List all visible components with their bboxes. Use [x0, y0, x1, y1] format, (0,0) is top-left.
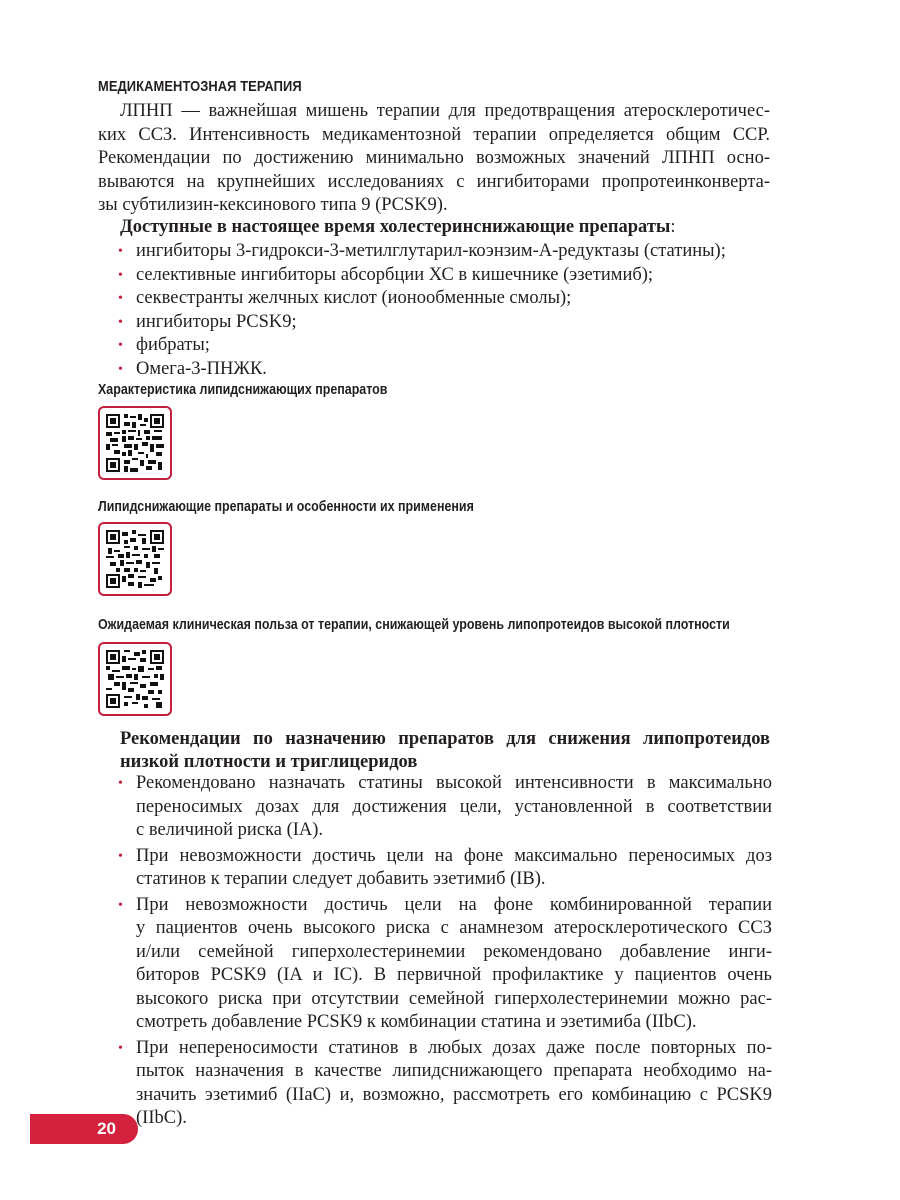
- bullet-icon: •: [118, 314, 123, 330]
- bullet-icon: •: [118, 1040, 123, 1056]
- bullet-icon: •: [118, 267, 123, 283]
- bullet-icon: •: [118, 848, 123, 864]
- list-item-line: у пациентов очень высокого риска с анамнезом атеросклеротического ССЗ: [136, 918, 772, 938]
- list-item-line: При невозможности достичь цели на фоне максимально переносимых доз: [136, 845, 772, 866]
- list-item-line: При непереносимости статинов в любых дозах даже после повторных по-: [136, 1037, 772, 1058]
- qr-link-title: Ожидаемая клиническая польза от терапии, снижающей уровень липопротеидов высокой плотности: [98, 616, 730, 633]
- list-item-text: ингибиторы PCSK9;: [136, 311, 297, 332]
- list-item-text: фибраты;: [136, 335, 210, 355]
- list-item-line: При невозможности достичь цели на фоне комбинированной терапии: [136, 894, 772, 915]
- list-item: [112, 334, 726, 358]
- list-item: [112, 894, 772, 1035]
- qr-code-icon: [106, 650, 164, 708]
- list-item: [112, 240, 726, 264]
- list-item-line: биторов PCSK9 (IA и IC). В первичной профилактике у пациентов очень: [136, 965, 772, 985]
- list-item-line: и/или семейной гиперхолестеринемии рекомендовано добавление инги-: [136, 941, 772, 962]
- list-item-line: Рекомендовано назначать статины высокой интенсивности в максимально: [136, 773, 772, 793]
- bullet-icon: •: [118, 291, 123, 306]
- list-item-line: высокого риска при отсутствии семейной гиперхолестеринемии можно рас-: [136, 988, 772, 1009]
- intro-line: Рекомендации по достижению минимально возможных значений ЛПНП осно-: [98, 148, 770, 168]
- list-item-line: (IIbC).: [136, 1108, 187, 1128]
- page-number-tab: [30, 1114, 138, 1144]
- list-item: [112, 311, 726, 335]
- intro-paragraph: [98, 100, 770, 218]
- list-item-line: статинов к терапии следует добавить эзетимиб (IB).: [136, 869, 546, 889]
- bullet-icon: •: [118, 897, 123, 913]
- list-item: [112, 287, 726, 311]
- list-item-line: пыток назначения в качестве липидснижающего препарата необходимо на-: [136, 1061, 772, 1081]
- qr-link-title: Липидснижающие препараты и особенности их применения: [98, 498, 474, 515]
- qr-code-icon: [106, 530, 164, 588]
- bullet-icon: •: [118, 244, 123, 259]
- list-item-text: секвестранты желчных кислот (ионообменные смолы);: [136, 288, 572, 308]
- qr-code-icon: [106, 414, 164, 472]
- intro-line: вываются на крупнейших исследованиях с ингибиторами пропротеинконверта-: [98, 171, 770, 192]
- qr-code-link[interactable]: [98, 642, 172, 716]
- bullet-icon: •: [118, 361, 123, 377]
- list-item-line: с величиной риска (IA).: [136, 820, 324, 840]
- list-item: [112, 845, 772, 892]
- qr-code-link[interactable]: [98, 522, 172, 596]
- list-item-text: селективные ингибиторы абсорбции ХС в кишечнике (эзетимиб);: [136, 264, 654, 285]
- bullet-icon: •: [118, 776, 123, 791]
- recommendations-list: [112, 772, 772, 1133]
- bullet-icon: •: [118, 338, 123, 353]
- available-drugs-colon: :: [670, 217, 676, 237]
- list-item-text: Омега-3-ПНЖК.: [136, 358, 267, 379]
- intro-line: ких ССЗ. Интенсивность медикаментозной терапии определяется общим ССР.: [98, 124, 770, 145]
- list-item-text: ингибиторы 3-гидрокси-3-метилглутарил-коэнзим-А-редуктазы (статины);: [136, 241, 726, 261]
- list-item: [112, 1037, 772, 1131]
- section-heading: МЕДИКАМЕНТОЗНАЯ ТЕРАПИЯ: [98, 78, 302, 95]
- list-item-line: смотреть добавление PCSK9 к комбинации статина и эзетимиба (IIbC).: [136, 1012, 697, 1032]
- list-item-line: переносимых дозах для достижения цели, установленной в соответствии: [136, 796, 772, 817]
- list-item: [112, 358, 726, 382]
- list-item: [112, 264, 726, 288]
- recommendations-heading: [98, 728, 770, 774]
- available-drugs-heading: [120, 216, 676, 239]
- list-item-line: значить эзетимиб (IIaC) и, возможно, рассмотреть его комбинацию с PCSK9: [136, 1084, 772, 1105]
- page-number: 20: [97, 1119, 116, 1138]
- intro-line: зы субтилизин-кексинового типа 9 (PCSK9).: [98, 195, 448, 215]
- qr-code-link[interactable]: [98, 406, 172, 480]
- qr-link-title: Характеристика липидснижающих препаратов: [98, 381, 388, 398]
- recommendations-heading-text: Рекомендации по назначению препаратов для снижения липопротеидов низкой плотности и триглицеридов: [120, 729, 770, 772]
- list-item: [112, 772, 772, 843]
- intro-line: ЛПНП — важнейшая мишень терапии для предотвращения атеросклеротичес-: [120, 101, 770, 121]
- available-drugs-heading-text: Доступные в настоящее время холестеринснижающие препараты: [120, 217, 671, 237]
- available-drugs-list: [112, 240, 726, 381]
